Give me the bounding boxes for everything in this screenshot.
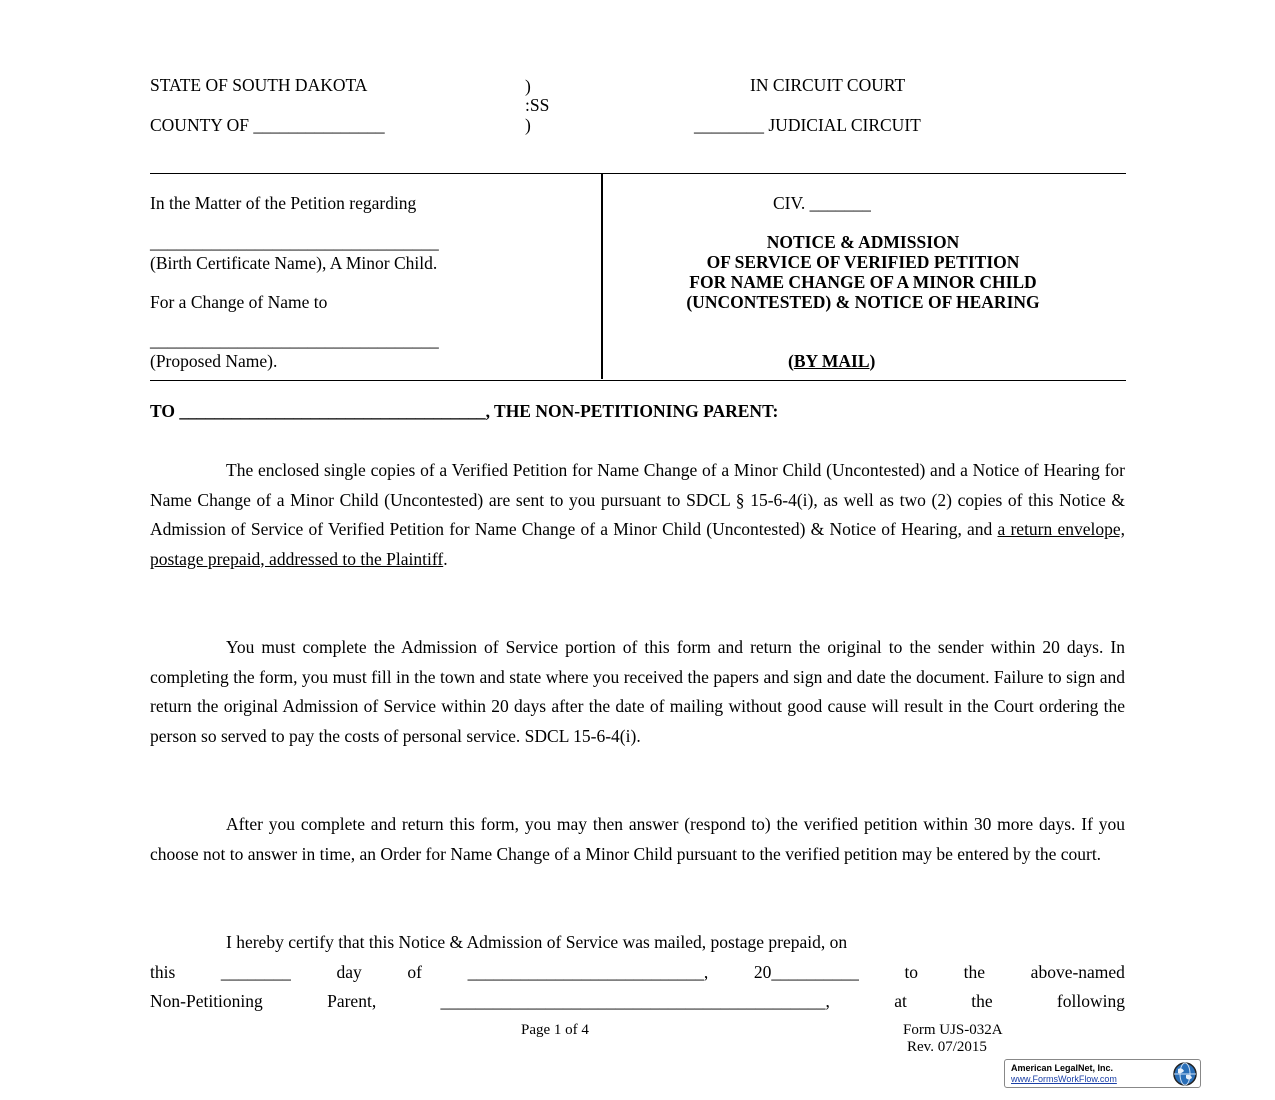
certification-date-line: this ________ day of ___________________________, 20__________ to the above-named xyxy=(150,962,1125,982)
document-title-line-4: (UNCONTESTED) & NOTICE OF HEARING xyxy=(686,292,1040,312)
globe-icon xyxy=(1172,1061,1198,1087)
change-to-label: For a Change of Name to xyxy=(150,292,328,312)
certification-parent-line: Non-Petitioning Parent, ____________________________________________, at the following xyxy=(150,991,1125,1011)
birth-name-label: (Birth Certificate Name), A Minor Child. xyxy=(150,253,438,273)
document-title-line-1: NOTICE & ADMISSION xyxy=(766,232,960,252)
birth-name-blank: _________________________________ xyxy=(150,232,439,252)
paragraph-enclosed-copies: The enclosed single copies of a Verified Petition for Name Change of a Minor Child (Uncontested) and a Notice of Hearing for Name Change of a Minor Child (Uncontested) are sent to you pursuant to SDCL § 15-6-4(i), as well as two (2) copies of this Notice & Admission of Service of Verified Petition for Name Change of a Minor Child (Uncontested) & Notice of Hearing, and a return envelope, postage prepaid, addressed to the Plaintiff. xyxy=(150,460,1126,569)
paragraph-admission-instructions: You must complete the Admission of Service portion of this form and return the original to the sender within 20 days. In completing the form, you must fill in the town and state where you received the papers and sign and date the document. Failure to sign and return the original Admission of Service within 20 days after the date of mailing without good cause will result in the Court ordering the person so served to pay the costs of personal service. SDCL 15-6-4(i). xyxy=(150,637,1125,746)
proposed-name-blank: _________________________________ xyxy=(150,330,439,350)
judicial-circuit: ________ JUDICIAL CIRCUIT xyxy=(694,115,921,135)
paragraph-answer-petition: After you complete and return this form, you may then answer (respond to) the verified petition within 30 more days. If you choose not to answer in time, an Order for Name Change of a Minor Child pursuant to the verified petition may be entered by the court. xyxy=(150,814,1125,864)
state-name: STATE OF SOUTH DAKOTA xyxy=(150,75,368,95)
caption-top-rule xyxy=(150,173,1126,174)
by-mail-label: (BY MAIL) xyxy=(788,351,876,371)
paragraph-certification: I hereby certify that this Notice & Admission of Service was mailed, postage prepaid, on xyxy=(226,932,848,952)
caption-ss: :SS xyxy=(525,95,550,115)
return-envelope-text: a return envelope, postage prepaid, addressed to the Plaintiff xyxy=(150,519,1126,569)
county-field: COUNTY OF _______________ xyxy=(150,115,385,135)
proposed-name-label: (Proposed Name). xyxy=(150,351,278,371)
page-number: Page 1 of 4 xyxy=(521,1022,589,1038)
publisher-logo[interactable] xyxy=(1004,1059,1201,1088)
court-name: IN CIRCUIT COURT xyxy=(750,75,906,95)
document-title-line-2: OF SERVICE OF VERIFIED PETITION xyxy=(706,252,1020,272)
publisher-name: American LegalNet, Inc. xyxy=(1011,1063,1114,1073)
form-number: Form UJS-032A xyxy=(903,1022,1003,1038)
to-line: TO ___________________________________, THE NON-PETITIONING PARENT: xyxy=(150,401,779,421)
caption-paren-top: ) xyxy=(525,76,531,96)
matter-label: In the Matter of the Petition regarding xyxy=(150,193,417,213)
civ-number: CIV. _______ xyxy=(773,193,871,213)
caption-paren-bottom: ) xyxy=(525,115,531,135)
publisher-link[interactable]: www.FormsWorkFlow.com xyxy=(1011,1074,1117,1084)
document-title-line-3: FOR NAME CHANGE OF A MINOR CHILD xyxy=(689,272,1037,292)
caption-bottom-rule xyxy=(150,380,1126,381)
revision-date: Rev. 07/2015 xyxy=(907,1039,987,1055)
